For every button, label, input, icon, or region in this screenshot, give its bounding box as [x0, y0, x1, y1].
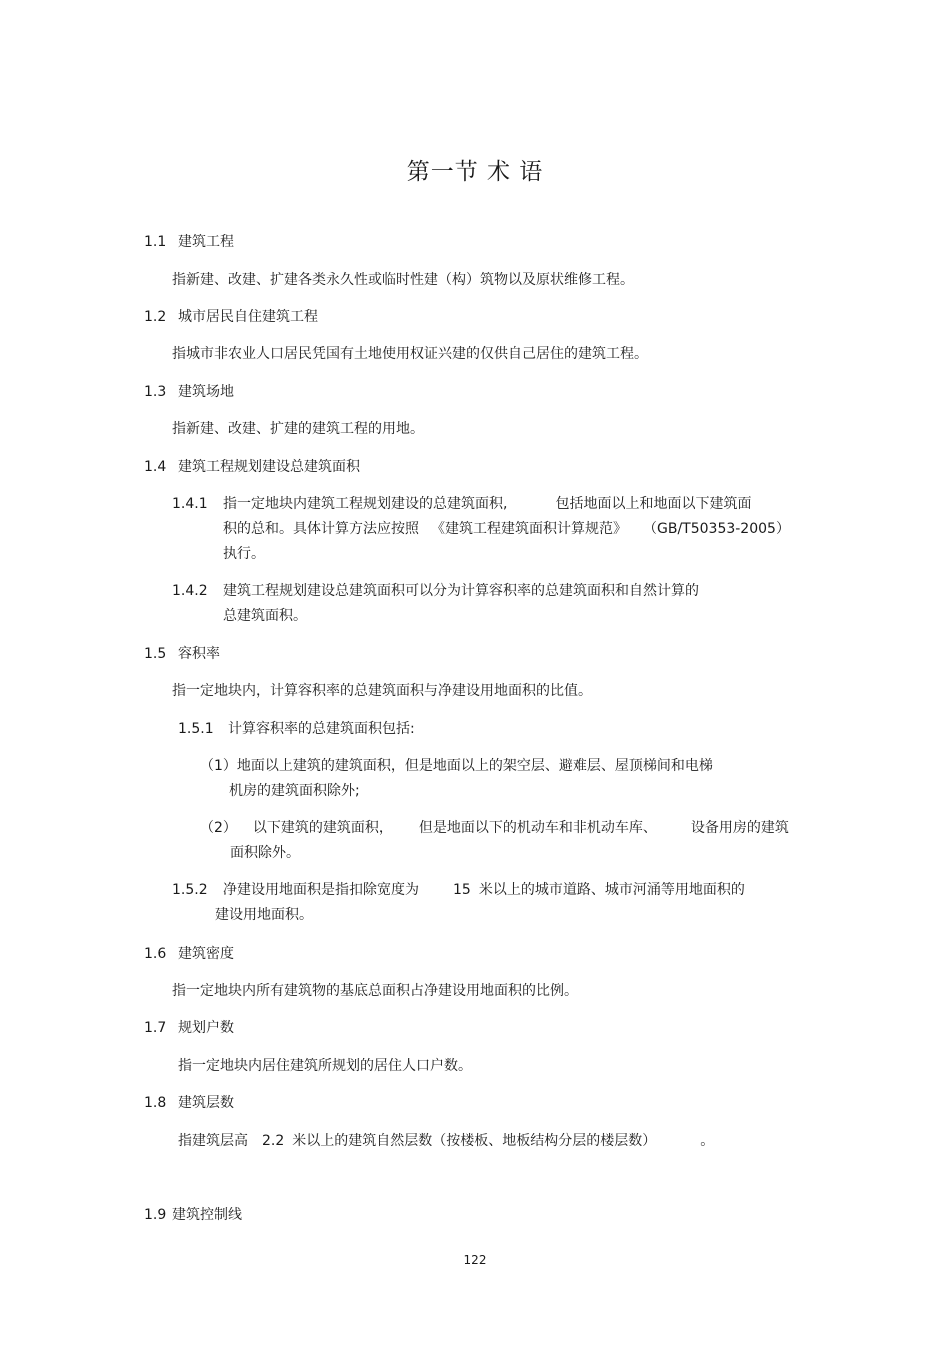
- text-run: 计算容积率的总建筑面积包括:: [228, 721, 415, 737]
- section-title: 容积率: [178, 646, 220, 662]
- section-title: 建筑密度: [178, 946, 234, 962]
- text-run: 积的总和。具体计算方法应按照: [223, 521, 419, 537]
- subsection-1-4-1-line-3: 执行。: [223, 546, 265, 562]
- section-heading-1-8: [144, 1096, 234, 1110]
- page-title: 第一节 术 语: [406, 159, 544, 185]
- text-run: 建筑工程规划建设总建筑面积可以分为计算容积率的总建筑面积和自然计算的: [223, 583, 699, 599]
- section-number: 1.9: [144, 1207, 167, 1223]
- section-heading-1-5: [144, 647, 220, 661]
- text-run: 包括地面以上和地面以下建筑面: [555, 496, 752, 512]
- subsection-1-4-2-line-1: [172, 584, 699, 598]
- section-number: 1.7: [144, 1020, 167, 1036]
- subsection-1-5-2-line-1: [172, 883, 745, 897]
- section-body-1-5: 指一定地块内，计算容积率的总建筑面积与净建设用地面积的比值。: [172, 683, 592, 699]
- section-title: 建筑工程规划建设总建筑面积: [178, 459, 360, 475]
- subsection-1-4-1-line-1: [172, 497, 751, 511]
- text-run: 净建设用地面积是指扣除宽度为: [223, 882, 419, 898]
- text-run: 米以上的建筑自然层数（按楼板、地板结构分层的楼层数）: [292, 1133, 657, 1149]
- section-number: 1.3: [144, 384, 167, 400]
- subsection-number: 1.4.2: [172, 583, 208, 599]
- section-title: 建筑控制线: [172, 1207, 242, 1223]
- section-title: 规划户数: [178, 1020, 234, 1036]
- text-run: 米以上的城市道路、城市河涌等用地面积的: [478, 882, 745, 898]
- list-item-2-line-1: [200, 821, 789, 835]
- subsection-number: 1.5.1: [178, 721, 214, 737]
- text-run: 设备用房的建筑: [690, 820, 789, 836]
- section-body-1-7: 指一定地块内居住建筑所规划的居住人口户数。: [178, 1058, 472, 1074]
- section-heading-1-9: [144, 1208, 242, 1222]
- section-title: 建筑工程: [178, 234, 234, 250]
- list-item-2-line-2: 面积除外。: [230, 845, 300, 861]
- subsection-1-5-2-line-2: 建设用地面积。: [215, 907, 313, 923]
- subsection-number: 1.4.1: [172, 496, 208, 512]
- text-run: 。: [700, 1133, 715, 1149]
- section-number: 1.1: [144, 234, 167, 250]
- section-number: 1.4: [144, 459, 167, 475]
- text-run: 指一定地块内建筑工程规划建设的总建筑面积,: [223, 496, 508, 512]
- section-body-1-8: [178, 1134, 714, 1148]
- section-body-1-6: 指一定地块内所有建筑物的基底总面积占净建设用地面积的比例。: [172, 983, 578, 999]
- list-marker: （2）: [200, 820, 237, 836]
- list-item-1-line-1: （1）地面以上建筑的建筑面积，但是地面以上的架空层、避难层、屋顶梯间和电梯: [200, 758, 713, 774]
- text-run: 但是地面以下的机动车和非机动车库、: [418, 820, 657, 836]
- section-heading-1-2: [144, 310, 318, 324]
- text-run: 15: [453, 882, 471, 898]
- section-body-1-1: 指新建、改建、扩建各类永久性或临时性建（构）筑物以及原状维修工程。: [172, 272, 634, 288]
- section-title: 建筑层数: [178, 1095, 234, 1111]
- section-heading-1-6: [144, 947, 234, 961]
- subsection-number: 1.5.2: [172, 882, 208, 898]
- section-body-1-2: 指城市非农业人口居民凭国有土地使用权证兴建的仅供自己居住的建筑工程。: [172, 346, 648, 362]
- text-run: （GB/T50353-2005）: [643, 521, 790, 537]
- section-heading-1-4: [144, 460, 360, 474]
- subsection-1-5-1: [178, 722, 415, 736]
- section-title: 城市居民自住建筑工程: [178, 309, 318, 325]
- text-run: 以下建筑的建筑面积，: [252, 820, 393, 836]
- section-body-1-3: 指新建、改建、扩建的建筑工程的用地。: [172, 421, 424, 437]
- section-title: 建筑场地: [178, 384, 234, 400]
- section-number: 1.5: [144, 646, 167, 662]
- page-number: 122: [463, 1253, 487, 1267]
- text-run: 2.2: [262, 1133, 285, 1149]
- subsection-1-4-2-line-2: 总建筑面积。: [223, 608, 307, 624]
- section-number: 1.2: [144, 309, 167, 325]
- subsection-1-4-1-line-2: [223, 522, 790, 536]
- section-number: 1.8: [144, 1095, 167, 1111]
- text-run: 《建筑工程建筑面积计算规范》: [431, 521, 627, 537]
- section-heading-1-7: [144, 1021, 234, 1035]
- section-heading-1-1: [144, 235, 234, 249]
- section-heading-1-3: [144, 385, 234, 399]
- text-run: 指建筑层高: [178, 1133, 248, 1149]
- section-number: 1.6: [144, 946, 167, 962]
- list-item-1-line-2: 机房的建筑面积除外;: [229, 783, 360, 799]
